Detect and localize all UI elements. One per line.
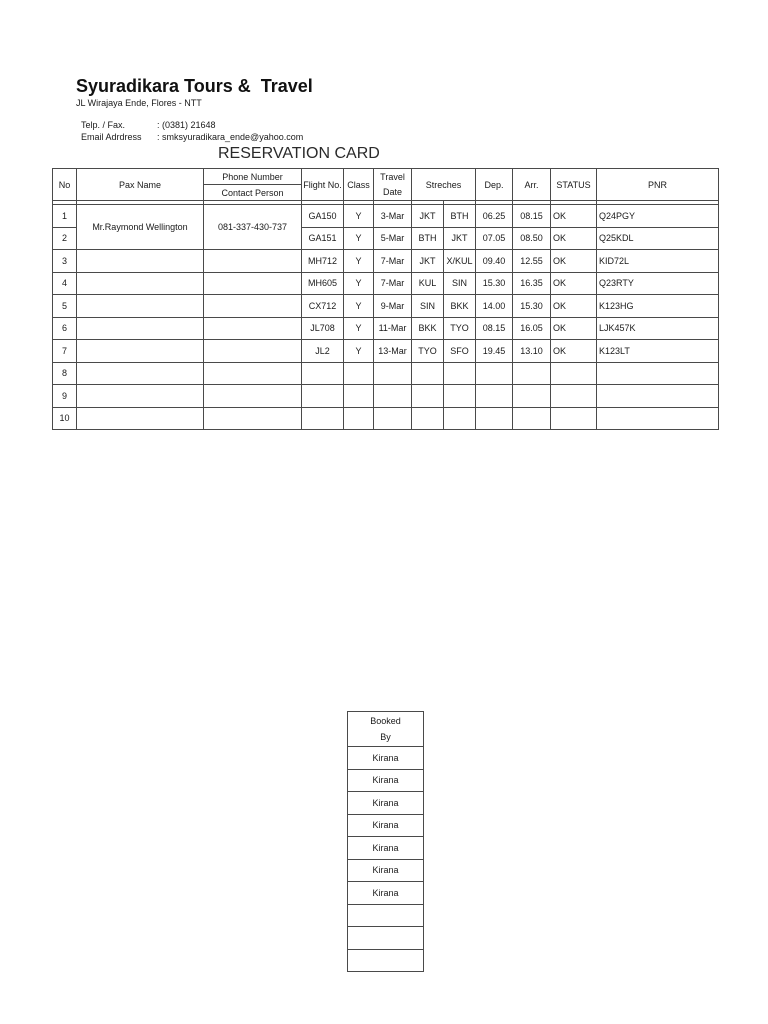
class-cell: Y: [344, 340, 374, 363]
status-cell: OK: [551, 317, 597, 340]
table-row: [53, 317, 719, 340]
phone-cell: [204, 385, 302, 408]
flight-no-cell: [302, 407, 344, 430]
header-pnr: PNR: [597, 169, 719, 201]
dep-time-cell: [476, 407, 513, 430]
booked-by-row: [348, 837, 424, 860]
status-cell: OK: [551, 250, 597, 273]
pnr-cell: [597, 407, 719, 430]
pax-name-cell: Mr.Raymond Wellington: [77, 205, 204, 250]
phone-cell: 081-337-430-737: [204, 205, 302, 250]
header-row: [53, 169, 719, 185]
header-dep: Dep.: [476, 169, 513, 201]
pax-name-cell: [77, 317, 204, 340]
arr-time-cell: [513, 407, 551, 430]
header-flight-no: Flight No.: [302, 169, 344, 201]
pax-name-cell: [77, 385, 204, 408]
table-row: [53, 272, 719, 295]
pnr-cell: Q25KDL: [597, 227, 719, 250]
phone-cell: [204, 250, 302, 273]
booked-by-header-row: [348, 712, 424, 747]
header-travel-date: [374, 169, 412, 201]
stretch-to-cell: SIN: [444, 272, 476, 295]
booked-by-header-line2: By: [380, 732, 391, 742]
stretch-to-cell: [444, 385, 476, 408]
row-number-cell: 9: [53, 385, 77, 408]
arr-time-cell: 15.30: [513, 295, 551, 318]
pnr-cell: [597, 362, 719, 385]
stretch-from-cell: BTH: [412, 227, 444, 250]
booked-by-row: [348, 949, 424, 972]
phone-label: Telp. / Fax.: [81, 120, 126, 130]
travel-date-cell: [374, 407, 412, 430]
status-cell: OK: [551, 272, 597, 295]
table-row: [53, 205, 719, 228]
phone-cell: [204, 317, 302, 340]
dep-time-cell: 08.15: [476, 317, 513, 340]
arr-time-cell: 16.05: [513, 317, 551, 340]
status-cell: OK: [551, 295, 597, 318]
arr-time-cell: 08.50: [513, 227, 551, 250]
flight-no-cell: [302, 385, 344, 408]
table-row: [53, 385, 719, 408]
dep-time-cell: [476, 362, 513, 385]
stretch-from-cell: TYO: [412, 340, 444, 363]
stretch-to-cell: BTH: [444, 205, 476, 228]
flight-no-cell: MH605: [302, 272, 344, 295]
travel-date-cell: 9-Mar: [374, 295, 412, 318]
arr-time-cell: 08.15: [513, 205, 551, 228]
dep-time-cell: 15.30: [476, 272, 513, 295]
stretch-to-cell: BKK: [444, 295, 476, 318]
travel-date-cell: 13-Mar: [374, 340, 412, 363]
dep-time-cell: 09.40: [476, 250, 513, 273]
phone-cell: [204, 340, 302, 363]
stretch-from-cell: JKT: [412, 250, 444, 273]
table-row: [53, 295, 719, 318]
header-travel-date-line1: Travel: [380, 171, 405, 182]
dep-time-cell: 07.05: [476, 227, 513, 250]
phone-cell: [204, 407, 302, 430]
booked-by-row: [348, 882, 424, 905]
header-contact-person: Contact Person: [204, 185, 302, 201]
booked-by-row: [348, 814, 424, 837]
stretch-from-cell: JKT: [412, 205, 444, 228]
header-pax-name: Pax Name: [77, 169, 204, 201]
class-cell: Y: [344, 295, 374, 318]
row-number-cell: 10: [53, 407, 77, 430]
stretch-from-cell: [412, 407, 444, 430]
header-class: Class: [344, 169, 374, 201]
booked-by-row: [348, 792, 424, 815]
row-number-cell: 4: [53, 272, 77, 295]
status-cell: OK: [551, 227, 597, 250]
phone-value: : (0381) 21648: [157, 120, 216, 130]
booked-by-table: [347, 711, 424, 972]
pnr-cell: KID72L: [597, 250, 719, 273]
company-address: JL Wirajaya Ende, Flores - NTT: [76, 98, 202, 108]
pax-name-cell: [77, 407, 204, 430]
class-cell: Y: [344, 317, 374, 340]
header-status: STATUS: [551, 169, 597, 201]
dep-time-cell: [476, 385, 513, 408]
row-number-cell: 1: [53, 205, 77, 228]
row-number-cell: 8: [53, 362, 77, 385]
class-cell: Y: [344, 250, 374, 273]
phone-cell: [204, 362, 302, 385]
company-name: Syuradikara Tours & Travel: [76, 76, 313, 96]
class-cell: [344, 362, 374, 385]
row-number-cell: 7: [53, 340, 77, 363]
row-number-cell: 3: [53, 250, 77, 273]
dep-time-cell: 06.25: [476, 205, 513, 228]
flight-no-cell: JL708: [302, 317, 344, 340]
stretch-to-cell: TYO: [444, 317, 476, 340]
travel-date-cell: 5-Mar: [374, 227, 412, 250]
stretch-from-cell: KUL: [412, 272, 444, 295]
header-travel-date-line2: Date: [382, 186, 402, 197]
flight-no-cell: MH712: [302, 250, 344, 273]
flight-no-cell: CX712: [302, 295, 344, 318]
table-row: [53, 362, 719, 385]
reservation-table: [52, 168, 719, 430]
booked-by-row: [348, 927, 424, 950]
email-value: : smksyuradikara_ende@yahoo.com: [157, 132, 304, 142]
booked-by-cell: Kirana: [348, 837, 424, 860]
pnr-cell: K123LT: [597, 340, 719, 363]
pax-name-cell: [77, 272, 204, 295]
header-arr: Arr.: [513, 169, 551, 201]
stretch-from-cell: BKK: [412, 317, 444, 340]
arr-time-cell: 12.55: [513, 250, 551, 273]
stretch-to-cell: [444, 362, 476, 385]
booked-by-header-line1: Booked: [370, 716, 401, 726]
booked-by-row: [348, 769, 424, 792]
class-cell: [344, 407, 374, 430]
stretch-to-cell: SFO: [444, 340, 476, 363]
booked-by-cell: Kirana: [348, 769, 424, 792]
row-number-cell: 5: [53, 295, 77, 318]
dep-time-cell: 19.45: [476, 340, 513, 363]
stretch-to-cell: [444, 407, 476, 430]
pnr-cell: K123HG: [597, 295, 719, 318]
stretch-to-cell: JKT: [444, 227, 476, 250]
arr-time-cell: 16.35: [513, 272, 551, 295]
company-email-line: [76, 121, 303, 143]
flight-no-cell: JL2: [302, 340, 344, 363]
booked-by-cell: Kirana: [348, 882, 424, 905]
status-cell: OK: [551, 205, 597, 228]
booked-by-row: [348, 859, 424, 882]
pnr-cell: LJK457K: [597, 317, 719, 340]
status-cell: [551, 407, 597, 430]
flight-no-cell: GA151: [302, 227, 344, 250]
phone-cell: [204, 295, 302, 318]
status-cell: OK: [551, 340, 597, 363]
travel-date-cell: 11-Mar: [374, 317, 412, 340]
pnr-cell: Q24PGY: [597, 205, 719, 228]
booked-by-cell: Kirana: [348, 747, 424, 770]
stretch-from-cell: [412, 362, 444, 385]
pnr-cell: Q23RTY: [597, 272, 719, 295]
booked-by-cell: [348, 949, 424, 972]
class-cell: Y: [344, 205, 374, 228]
pax-name-cell: [77, 295, 204, 318]
booked-by-row: [348, 747, 424, 770]
travel-date-cell: 7-Mar: [374, 272, 412, 295]
table-row: [53, 250, 719, 273]
arr-time-cell: [513, 385, 551, 408]
table-row: [53, 340, 719, 363]
header-phone-number: Phone Number: [204, 169, 302, 185]
booked-by-cell: [348, 927, 424, 950]
flight-no-cell: [302, 362, 344, 385]
pax-name-cell: [77, 362, 204, 385]
booked-by-cell: Kirana: [348, 792, 424, 815]
booked-by-cell: [348, 904, 424, 927]
email-label: Email Adrdress: [81, 132, 142, 142]
travel-date-cell: [374, 385, 412, 408]
booked-by-header: [348, 712, 424, 747]
travel-date-cell: 7-Mar: [374, 250, 412, 273]
status-cell: [551, 385, 597, 408]
row-number-cell: 2: [53, 227, 77, 250]
header-no: No: [53, 169, 77, 201]
travel-date-cell: [374, 362, 412, 385]
pnr-cell: [597, 385, 719, 408]
booked-by-cell: Kirana: [348, 814, 424, 837]
pax-name-cell: [77, 250, 204, 273]
table-row: [53, 407, 719, 430]
class-cell: Y: [344, 272, 374, 295]
stretch-to-cell: X/KUL: [444, 250, 476, 273]
flight-no-cell: GA150: [302, 205, 344, 228]
stretch-from-cell: SIN: [412, 295, 444, 318]
phone-cell: [204, 272, 302, 295]
arr-time-cell: [513, 362, 551, 385]
travel-date-cell: 3-Mar: [374, 205, 412, 228]
class-cell: [344, 385, 374, 408]
pax-name-cell: [77, 340, 204, 363]
stretch-from-cell: [412, 385, 444, 408]
booked-by-row: [348, 904, 424, 927]
arr-time-cell: 13.10: [513, 340, 551, 363]
header-streches: Streches: [412, 169, 476, 201]
booked-by-cell: Kirana: [348, 859, 424, 882]
row-number-cell: 6: [53, 317, 77, 340]
card-title: RESERVATION CARD: [218, 145, 380, 162]
class-cell: Y: [344, 227, 374, 250]
dep-time-cell: 14.00: [476, 295, 513, 318]
status-cell: [551, 362, 597, 385]
